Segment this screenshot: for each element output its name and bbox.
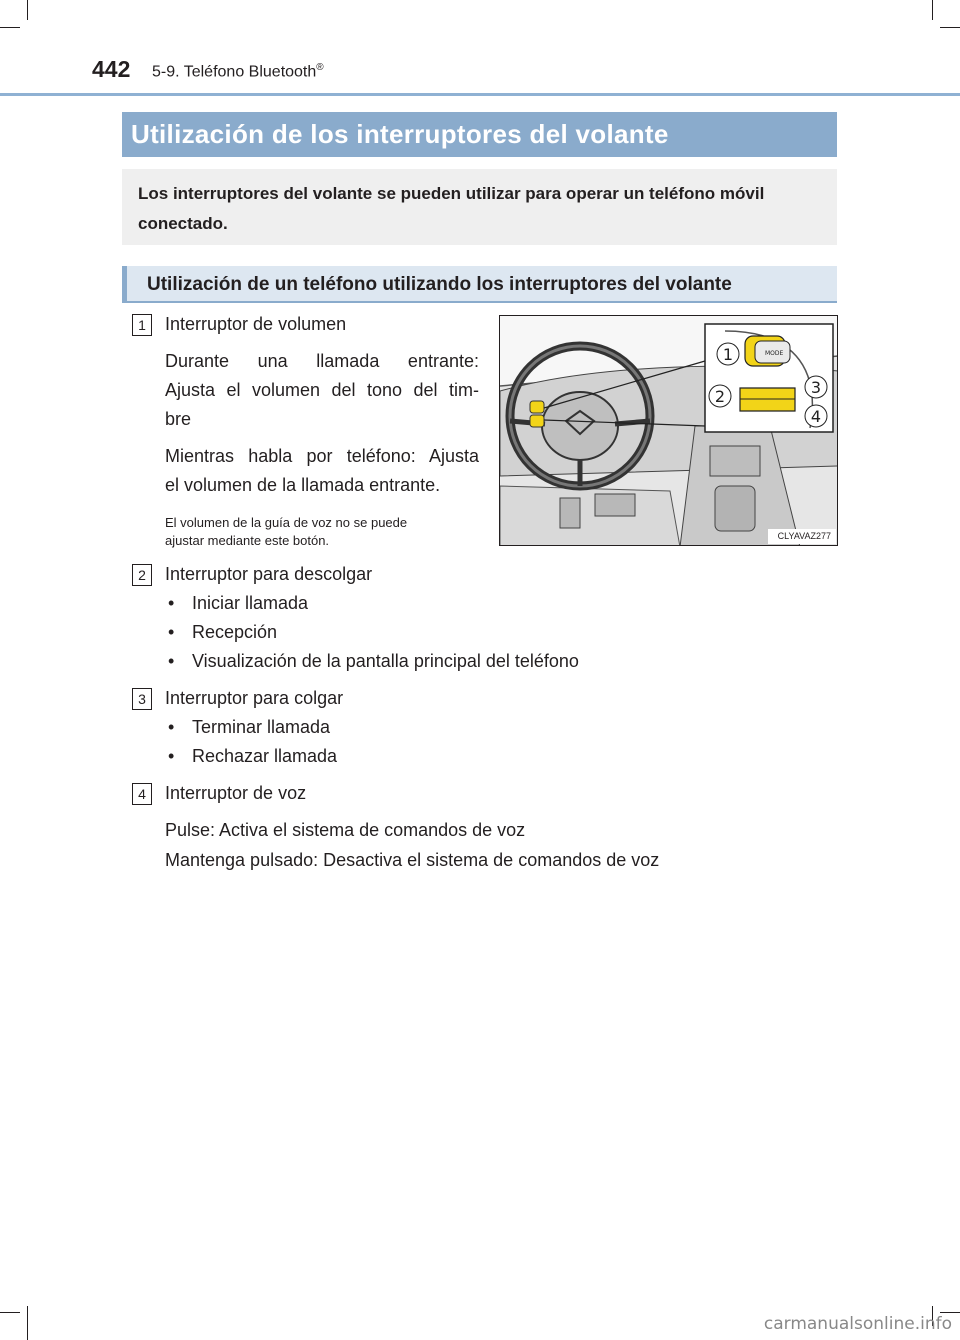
callout-2-label: 2 <box>714 387 726 406</box>
desc-line: bre <box>165 409 192 429</box>
section-title: Utilización de los interruptores del volante <box>122 112 837 157</box>
intro-line-2: conectado. <box>138 214 228 233</box>
item-number-3: 3 <box>132 688 152 710</box>
item-desc-volume-1 <box>165 347 479 434</box>
header-rule <box>0 93 960 96</box>
subsection-title: Utilización de un teléfono utilizando los interruptores del volante <box>122 266 837 303</box>
bullet-item: • Visualización de la pantalla principal del teléfono <box>168 651 579 671</box>
item-title-volume: Interruptor de volumen <box>165 314 347 334</box>
page-number: 442 <box>92 56 131 82</box>
crop-mark-bottom-right-h <box>940 1312 960 1313</box>
bullet-text: Rechazar llamada <box>192 746 338 766</box>
callout-3 <box>805 376 827 398</box>
footer-site-link[interactable]: carmanualsonline.info <box>763 1314 952 1334</box>
desc-line: Mientras habla por teléfono: Ajusta <box>165 446 479 466</box>
page-header <box>0 0 960 100</box>
dashboard-drawing <box>500 316 838 546</box>
note-line: ajustar mediante este botón. <box>165 533 330 548</box>
callout-3-label: 3 <box>810 378 822 397</box>
intro-box <box>122 169 837 245</box>
item-title-voice: Interruptor de voz <box>165 783 307 803</box>
chapter-text: 5-9. Teléfono Bluetooth <box>152 63 317 81</box>
item-number-2: 2 <box>132 564 152 586</box>
item-note-volume <box>165 514 485 550</box>
desc-line: el volumen de la llamada entrante. <box>165 475 441 495</box>
item-desc-voice-2: Mantenga pulsado: Desactiva el sistema de comandos de voz <box>165 850 660 870</box>
desc-line: Durante una llamada entrante: <box>165 351 479 371</box>
callout-1-label: 1 <box>722 345 734 364</box>
item-title-hangup: Interruptor para colgar <box>165 688 344 708</box>
bullet-item: • Rechazar llamada <box>168 746 338 766</box>
bullet-text: Visualización de la pantalla principal del teléfono <box>192 651 579 671</box>
bullet-item: • Recepción <box>168 622 278 642</box>
chapter-title <box>152 62 324 81</box>
intro-line-1: Los interruptores del volante se pueden utilizar para operar un teléfono móvil <box>138 184 765 203</box>
callout-4 <box>805 405 827 427</box>
item-desc-voice-1: Pulse: Activa el sistema de comandos de voz <box>165 820 526 840</box>
mode-label: MODE <box>765 350 784 357</box>
item-desc-volume-2 <box>165 442 479 500</box>
crop-mark-bottom-left-v <box>27 1306 28 1340</box>
callout-2 <box>709 385 731 407</box>
steering-wheel-illustration <box>499 315 838 546</box>
bullet-item: • Iniciar llamada <box>168 593 309 613</box>
bullet-text: Iniciar llamada <box>192 593 309 613</box>
registered-mark: ® <box>316 62 324 73</box>
callout-4-label: 4 <box>810 407 822 426</box>
desc-line: Ajusta el volumen del tono del tim- <box>165 380 479 400</box>
bullet-item: • Terminar llamada <box>168 717 331 737</box>
callout-1 <box>717 343 739 365</box>
figure-code: CLYAVAZ277 <box>777 531 831 541</box>
crop-mark-bottom-left-h <box>0 1312 20 1313</box>
note-line: El volumen de la guía de voz no se puede <box>165 515 408 530</box>
item-number-4: 4 <box>132 783 152 805</box>
item-title-answer: Interruptor para descolgar <box>165 564 373 584</box>
item-number-1: 1 <box>132 314 152 336</box>
bullet-text: Terminar llamada <box>192 717 331 737</box>
bullet-text: Recepción <box>192 622 278 642</box>
